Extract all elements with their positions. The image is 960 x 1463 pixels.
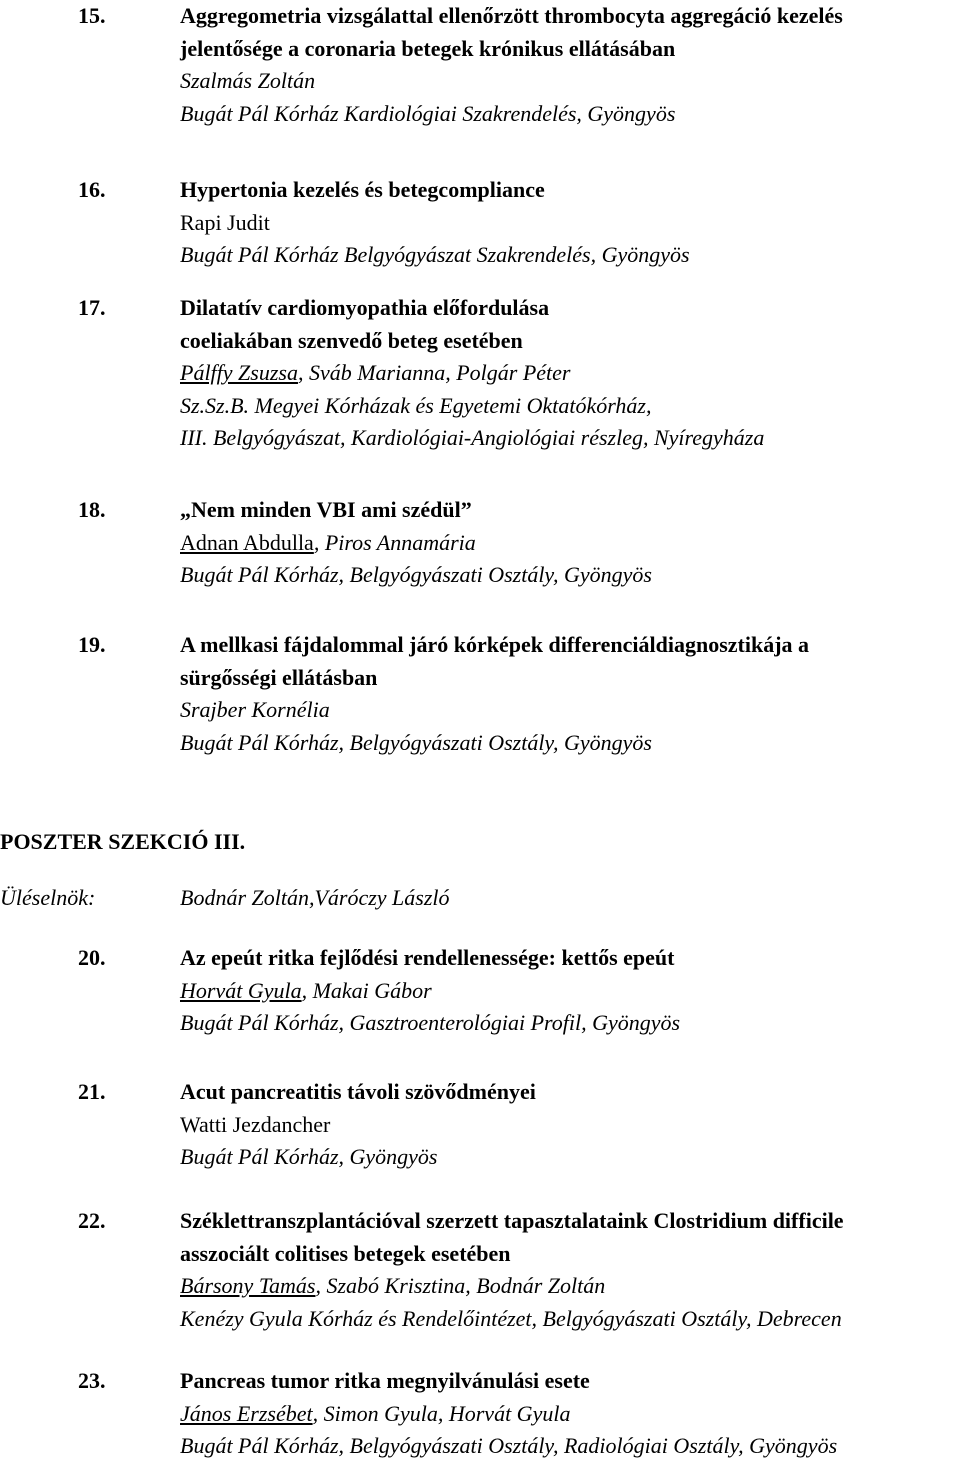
chairs-names: Bodnár Zoltán,Váróczy László [180, 885, 450, 910]
presenting-author: Szalmás Zoltán [180, 68, 316, 93]
entry-affiliation: Bugát Pál Kórház, Gyöngyös [180, 1144, 438, 1169]
co-authors: , Szabó Krisztina, Bodnár Zoltán [315, 1273, 606, 1298]
entry-number: 15. [78, 3, 106, 28]
entry-number: 18. [78, 497, 106, 522]
presenting-author: Adnan Abdulla [180, 529, 314, 555]
entry-authors [180, 527, 960, 560]
entry-title: A mellkasi fájdalommal járó kórképek differenciáldiagnosztikája a [180, 632, 810, 657]
entry-number: 21. [78, 1079, 106, 1104]
co-authors: , Piros Annamária [313, 529, 476, 555]
entry-affiliation: Bugát Pál Kórház, Gasztroenterológiai Profil, Gyöngyös [180, 1010, 681, 1035]
entry-title: jelentősége a coronaria betegek krónikus ellátásában [180, 35, 676, 61]
entry-authors [180, 65, 960, 98]
entry-authors [180, 1109, 960, 1142]
entry-number: 23. [78, 1368, 106, 1393]
entry-authors [180, 694, 960, 727]
presenting-author: Horvát Gyula [180, 977, 302, 1003]
chairs-label: Üléselnök: [0, 885, 96, 910]
entry-affiliation: Bugát Pál Kórház, Belgyógyászati Osztály, Radiológiai Osztály, Gyöngyös [180, 1433, 838, 1458]
entry-affiliation: Bugát Pál Kórház Kardiológiai Szakrendelés, Gyöngyös [180, 100, 676, 126]
presenting-author: Rapi Judit [180, 209, 270, 235]
entry-authors [180, 207, 960, 240]
entry-number: 19. [78, 632, 106, 657]
co-authors: , Sváb Marianna, Polgár Péter [297, 360, 571, 385]
entry-number: 16. [78, 177, 106, 202]
entry-authors [180, 357, 960, 390]
presenting-author: Pálffy Zsuzsa [180, 360, 298, 385]
entry-authors [180, 1398, 960, 1431]
entry-title: Pancreas tumor ritka megnyilvánulási esete [180, 1368, 590, 1393]
entry-title: coeliakában szenvedő beteg esetében [180, 327, 523, 353]
entry-title: Acut pancreatitis távoli szövődményei [180, 1079, 536, 1104]
entry-authors [180, 975, 960, 1008]
entry-title: Hypertonia kezelés és betegcompliance [180, 177, 545, 202]
presenting-author: Watti Jezdancher [180, 1111, 331, 1137]
presenting-author: János Erzsébet [180, 1400, 313, 1426]
entry-title: Az epeút ritka fejlődési rendellenessége: kettős epeút [180, 945, 675, 970]
entry-title: Dilatatív cardiomyopathia előfordulása [180, 295, 550, 320]
section-title: POSZTER SZEKCIÓ III. [0, 829, 246, 854]
entry-title: asszociált colitises betegek esetében [180, 1240, 511, 1266]
entry-title: Aggregometria vizsgálattal ellenőrzött thrombocyta aggregáció kezelés [180, 3, 843, 28]
entry-affiliation: Bugát Pál Kórház Belgyógyászat Szakrendelés, Gyöngyös [180, 242, 690, 267]
entry-number: 17. [78, 295, 106, 320]
entry-affiliation: Kenézy Gyula Kórház és Rendelőintézet, Belgyógyászati Osztály, Debrecen [180, 1305, 842, 1331]
co-authors: , Makai Gábor [301, 977, 432, 1003]
entry-affiliation: Bugát Pál Kórház, Belgyógyászati Osztály, Gyöngyös [180, 729, 652, 755]
entry-affiliation: III. Belgyógyászat, Kardiológiai-Angiológiai részleg, Nyíregyháza [180, 425, 765, 450]
entry-number: 20. [78, 945, 106, 970]
entry-affiliation: Sz.Sz.B. Megyei Kórházak és Egyetemi Oktatókórház, [180, 392, 652, 418]
entry-title: sürgősségi ellátásban [180, 664, 378, 690]
presenting-author: Bársony Tamás [180, 1273, 316, 1298]
presenting-author: Srajber Kornélia [180, 697, 330, 722]
entry-title: „Nem minden VBI ami szédül” [180, 497, 472, 522]
entry-affiliation: Bugát Pál Kórház, Belgyógyászati Osztály, Gyöngyös [180, 562, 652, 587]
entry-title: Széklettranszplantációval szerzett tapasztalataink Clostridium difficile [180, 1208, 844, 1233]
co-authors: , Simon Gyula, Horvát Gyula [312, 1400, 571, 1426]
entry-authors [180, 1270, 960, 1303]
entry-number: 22. [78, 1208, 106, 1233]
